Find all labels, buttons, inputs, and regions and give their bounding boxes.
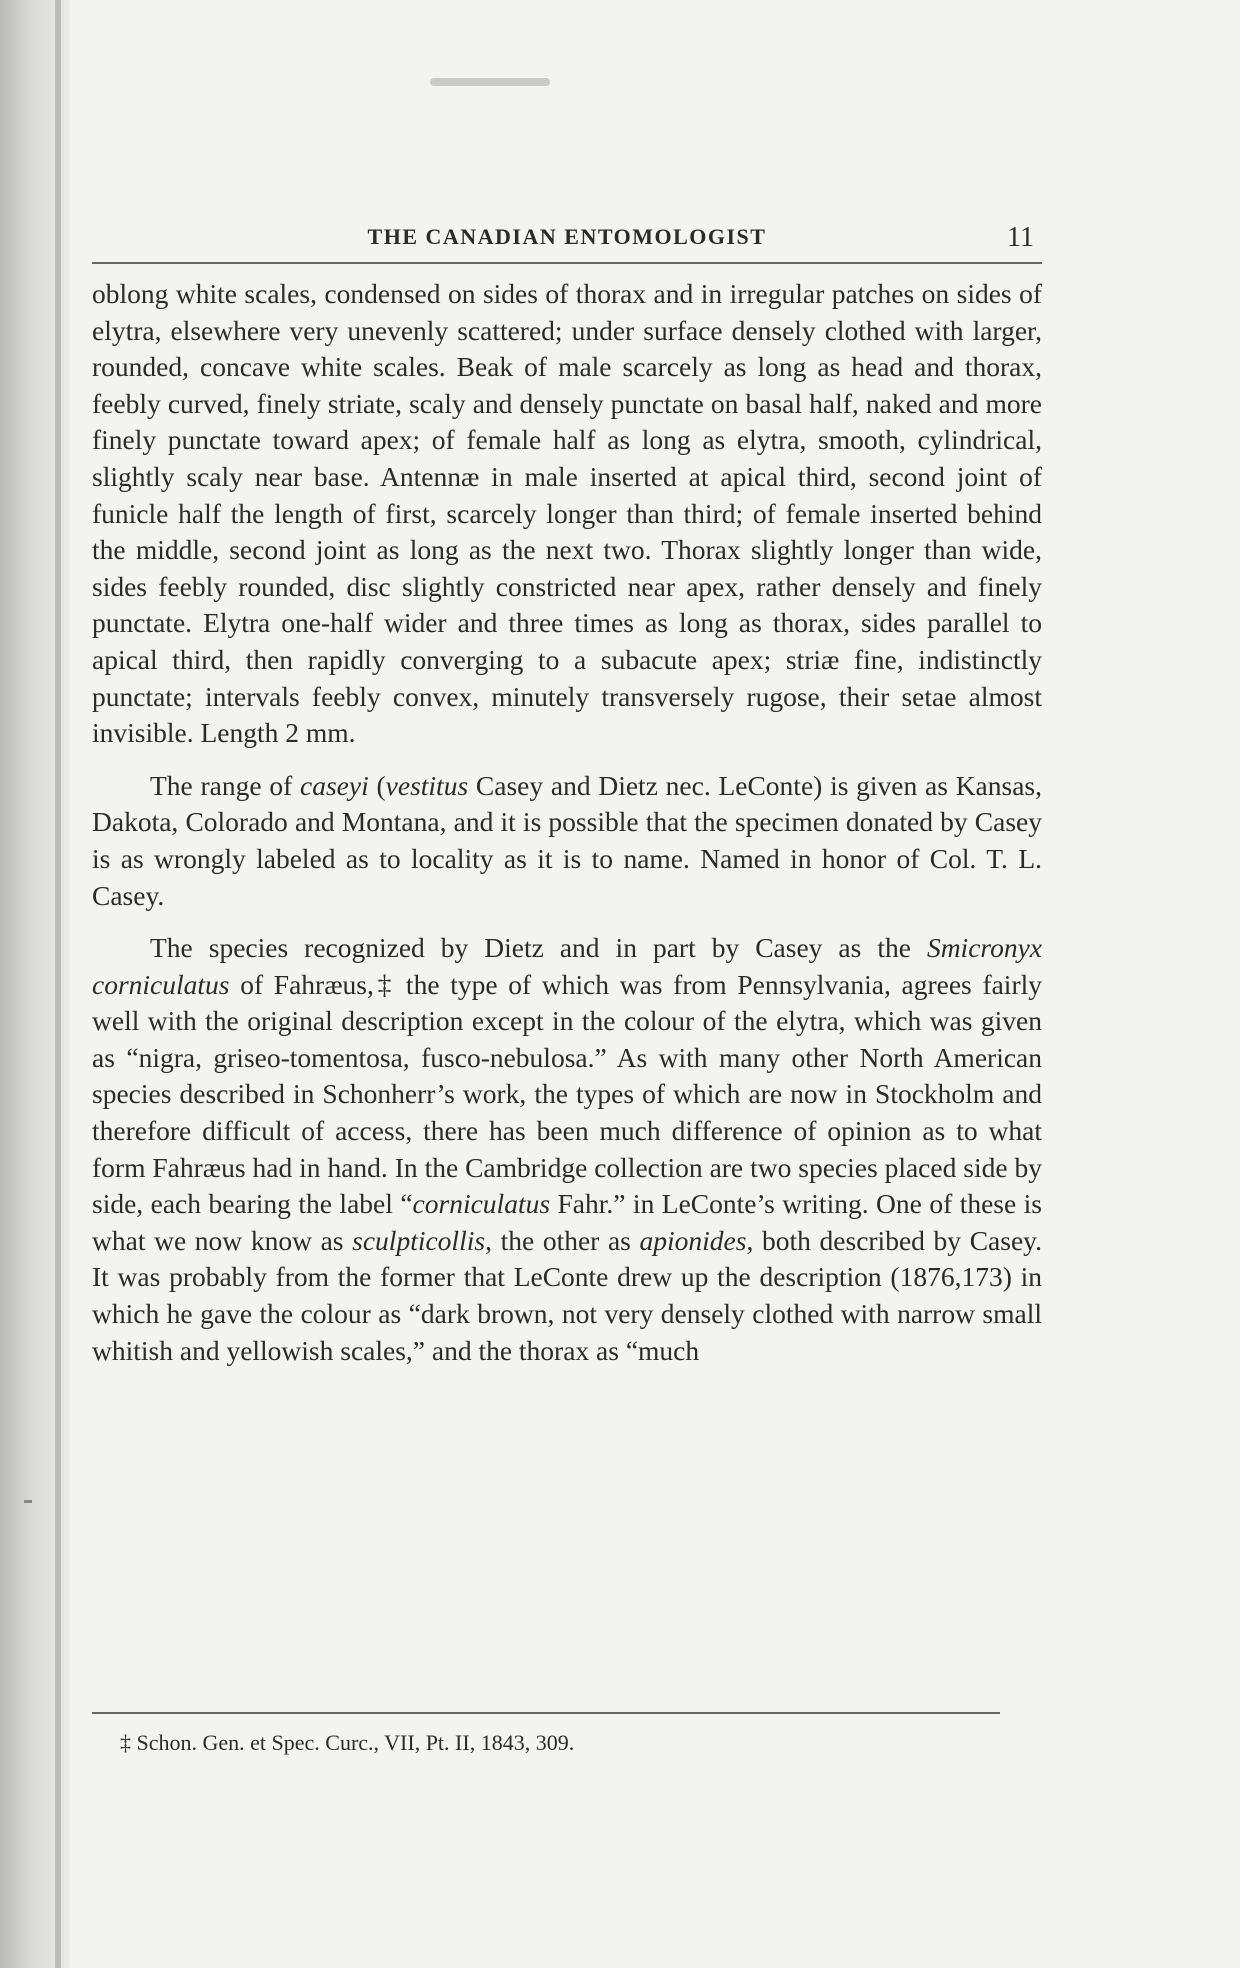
margin-mark [24, 1500, 32, 1503]
paragraph [92, 930, 1042, 1369]
text-run: oblong white scales, condensed on sides of thorax and in irregular patches on sides of elytra, elsewhere very unevenly scattered; under surface densely clothed with larger, rounded, concave white scales. Beak of male scarcely as long as head and thorax, feebly curved, finely striate, scaly and densely punctate on basal half, naked and more finely punctate toward apex; of female half as long as elytra, smooth, cylindrical, slightly scaly near base. Antennæ in male inserted at apical third, second joint of funicle half the length of first, scarcely longer than third; of female inserted behind the middle, second joint as long as the next two. Thorax slightly longer than wide, sides feebly rounded, disc slightly constricted near apex, rather densely and finely punctate. Elytra one-half wider and three times as long as thorax, sides parallel to apical third, then rapidly converging to a subacute apex; striæ fine, indistinctly punctate; intervals feebly convex, minutely transversely rugose, their setae almost invisible. Length 2 mm. [92, 278, 1042, 749]
page-number: 11 [1007, 222, 1034, 253]
running-head [92, 216, 1042, 262]
scan-smudge [430, 78, 550, 86]
footnote: ‡ Schon. Gen. et Spec. Curc., VII, Pt. II, 1843, 309. [120, 1730, 575, 1755]
text-run: of Fahræus,‡ the type of which was from Pennsylvania, agrees fairly well with the original description except in the colour of the elytra, which was given as “nigra, griseo-tomentosa, fusco-nebulosa.” As with many other North American species described in Schonherr’s work, the types of which are now in Stockholm and therefore difficult of access, there has been much difference of opinion as to what form Fahræus had in hand. In the Cambridge collection are two species placed side by side, each bearing the label “ [92, 968, 1042, 1220]
text-run: , both described by Casey. It was probably from the former that LeConte drew up the description (1876,173) in which he gave the colour as “dark brown, not very densely clothed with narrow small whitish and yellowish scales,” and the thorax as “much [92, 1224, 1042, 1366]
footnote-rule [92, 1712, 1000, 1714]
italic-run: Smicronyx corniculatus [92, 932, 1042, 1000]
page-binding-edge [55, 0, 61, 1968]
italic-run: sculpticollis [352, 1224, 486, 1256]
page-content [92, 216, 1042, 1369]
italic-run: apionides [639, 1224, 747, 1256]
article-body [92, 276, 1042, 1369]
italic-run: corniculatus [412, 1188, 551, 1220]
italic-run: caseyi [300, 769, 369, 801]
text-run: , the other as [485, 1224, 640, 1256]
text-run: Casey and Dietz nec. LeConte) is given as Kansas, Dakota, Colorado and Montana, and it is possible that the specimen donated by Casey is as wrongly labeled as to locality as it is to name. Named in honor of Col. T. L. Casey. [92, 769, 1042, 911]
paragraph [92, 276, 1042, 752]
text-run: The range of [150, 769, 301, 801]
text-run: ( [368, 769, 386, 801]
text-run: The species recognized by Dietz and in part by Casey as the [150, 932, 927, 964]
paragraph [92, 768, 1042, 914]
header-rule [92, 262, 1042, 264]
italic-run: vestitus [385, 769, 469, 801]
text-run: Fahr.” in LeConte’s writing. One of these is what we now know as [92, 1188, 1042, 1256]
journal-title: THE CANADIAN ENTOMOLOGIST [367, 224, 767, 249]
